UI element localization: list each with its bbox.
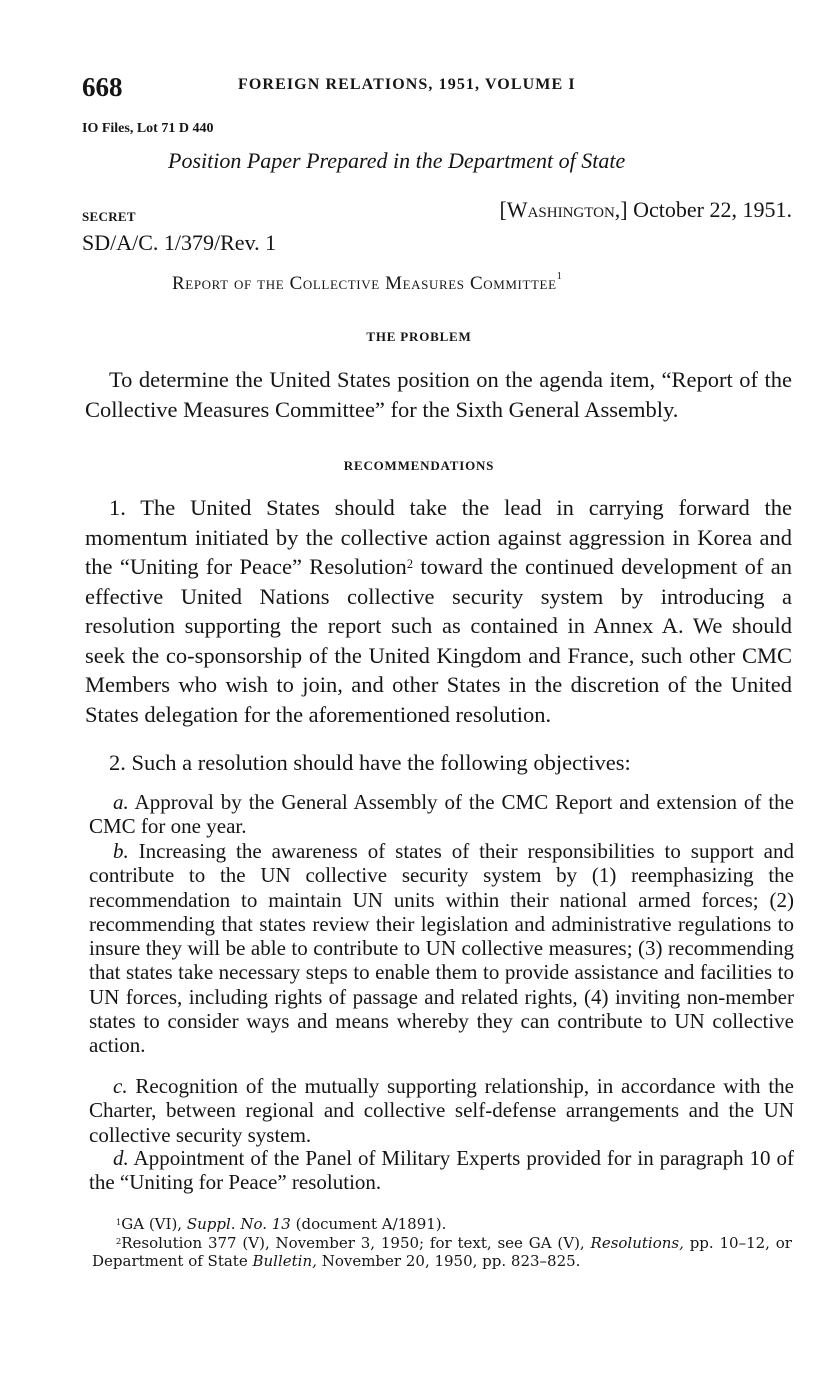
objective-d bbox=[89, 1146, 794, 1195]
footnote-ref-2: 2 bbox=[406, 556, 413, 571]
report-title bbox=[172, 270, 563, 295]
recommendation-2: 2. Such a resolution should have the following objectives: bbox=[109, 750, 631, 775]
footnote-1-italic: Suppl. No. 13 bbox=[186, 1215, 291, 1233]
recommendations-heading: RECOMMENDATIONS bbox=[343, 458, 495, 473]
classification-label: SECRET bbox=[82, 209, 136, 224]
document-number: SD/A/C. 1/379/Rev. 1 bbox=[82, 230, 277, 255]
document-title: Position Paper Prepared in the Department of State bbox=[168, 148, 626, 173]
footnote-2-mid: pp. 10–12, or Department of State bbox=[92, 1234, 792, 1270]
recommendation-1-text: 1. The United States should take the lead in carrying forward the momentum initiated by the collective action against aggression in Korea and the “Uniting for Peace” Resolution bbox=[85, 495, 792, 579]
dateline-date: October 22, 1951. bbox=[633, 197, 792, 222]
footnote-1-pre: GA (VI), bbox=[121, 1215, 183, 1233]
objective-a bbox=[89, 790, 794, 839]
page-number: 668 bbox=[82, 72, 123, 102]
footnote-2 bbox=[92, 1234, 792, 1270]
footnote-2-italic-1: Resolutions, bbox=[590, 1234, 684, 1252]
recommendation-1-text-cont: toward the continued development of an effective United Nations collective security system by introducing a resolution supporting the report such as contained in Annex A. We should seek the co-sponsorship of the United Kingdom and France, such other CMC Members who wish to join, and other States in the discretion of the United States delegation for the aforementioned resolution. bbox=[85, 554, 792, 727]
problem-paragraph: To determine the United States position on the agenda item, “Report of the Collective Measures Committee” for the Sixth General Assembly. bbox=[85, 367, 792, 422]
footnote-1-post: (document A/1891). bbox=[295, 1215, 447, 1233]
footnote-2-pre: Resolution 377 (V), November 3, 1950; for text, see GA (V), bbox=[121, 1234, 585, 1252]
objective-d-label: d. bbox=[113, 1146, 129, 1170]
report-title-text: Report of the Collective Measures Committee bbox=[172, 273, 557, 294]
objective-b bbox=[89, 839, 794, 1058]
objective-b-label: b. bbox=[113, 839, 129, 863]
footnote-2-mark: 2 bbox=[116, 1236, 122, 1247]
dateline bbox=[499, 197, 792, 223]
footnote-1 bbox=[92, 1215, 792, 1233]
objective-b-text: Increasing the awareness of states of their responsibilities to support and contribute to the UN collective security system by (1) reemphasizing the recommendation to maintain UN units within their national armed forces; (2) recommending that states review their legislation and administrative regulations to insure they will be able to contribute to UN collective measures; (3) recommending that states take necessary steps to enable them to provide assistance and facilities to UN forces, including rights of passage and related rights, (4) inviting non-member states to consider ways and means whereby they can contribute to UN collective action. bbox=[89, 839, 794, 1058]
problem-heading: THE PROBLEM bbox=[366, 329, 472, 344]
footnote-1-mark: 1 bbox=[116, 1217, 122, 1228]
source-note: IO Files, Lot 71 D 440 bbox=[82, 121, 214, 136]
objective-a-label: a. bbox=[113, 790, 129, 814]
objective-c-text: Recognition of the mutually supporting relationship, in accordance with the Charter, between regional and collective self-defense arrangements and the UN collective security system. bbox=[89, 1074, 795, 1147]
footnote-2-post: November 20, 1950, pp. 823–825. bbox=[321, 1252, 581, 1270]
dateline-place: [Washington,] bbox=[499, 197, 628, 222]
objective-a-text: Approval by the General Assembly of the CMC Report and extension of the CMC for one year. bbox=[89, 790, 794, 839]
objective-c bbox=[89, 1074, 794, 1147]
recommendation-1 bbox=[85, 493, 792, 729]
objective-c-label: c. bbox=[113, 1074, 128, 1098]
footnote-ref-1: 1 bbox=[556, 270, 563, 282]
objective-d-text: Appointment of the Panel of Military Experts provided for in paragraph 10 of the “Uniting for Peace” resolution. bbox=[89, 1146, 794, 1195]
running-title: FOREIGN RELATIONS, 1951, VOLUME I bbox=[238, 76, 576, 93]
footnote-2-italic-2: Bulletin, bbox=[252, 1252, 317, 1270]
